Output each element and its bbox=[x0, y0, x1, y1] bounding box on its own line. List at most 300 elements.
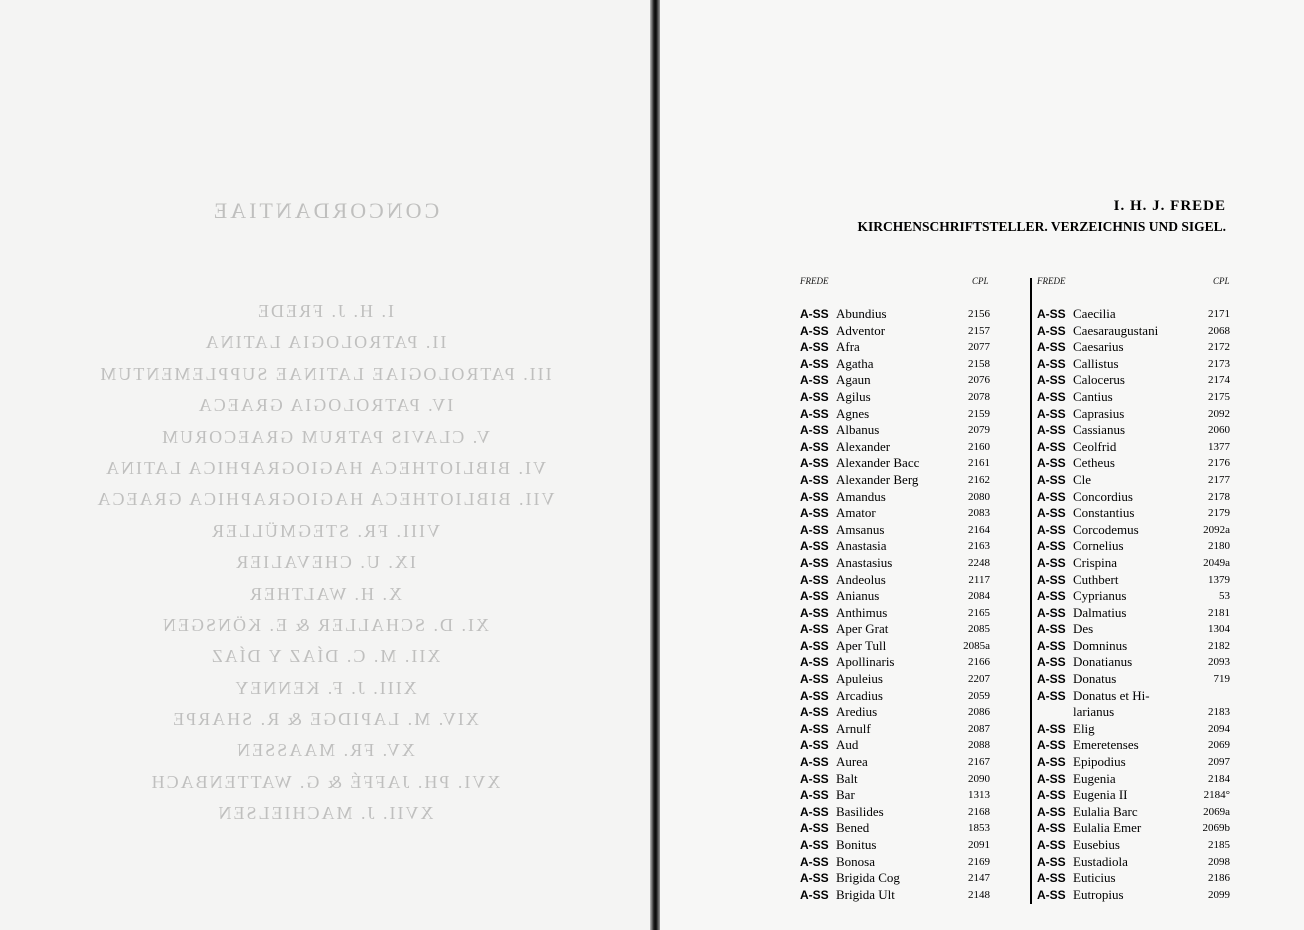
entry-siglum: A-SS bbox=[1037, 738, 1066, 753]
entry-name: Domninus bbox=[1073, 637, 1128, 653]
entry-siglum: A-SS bbox=[800, 539, 829, 554]
concordance-item: IV. PATROLOGIA GRAECA bbox=[196, 395, 454, 416]
entry-name: Euticius bbox=[1073, 870, 1116, 886]
entry-name: Epipodius bbox=[1073, 754, 1126, 770]
entry-cpl-number: 2165 bbox=[968, 606, 990, 619]
entry-row bbox=[1037, 605, 1230, 622]
book-spine bbox=[650, 0, 660, 930]
entry-cpl-number: 1853 bbox=[968, 822, 990, 835]
entry-cpl-number: 53 bbox=[1219, 590, 1230, 603]
concordance-item: XIV. M. LAPIDGE & R. SHARPE bbox=[171, 709, 479, 730]
entry-siglum: A-SS bbox=[1037, 887, 1066, 902]
entry-row bbox=[800, 372, 990, 389]
entry-name: Alexander bbox=[836, 438, 891, 454]
entry-name: Adventor bbox=[836, 322, 886, 338]
entry-siglum: A-SS bbox=[800, 655, 829, 670]
entry-row bbox=[1037, 505, 1230, 522]
entry-row bbox=[1037, 588, 1230, 605]
entry-name: Afra bbox=[836, 339, 860, 355]
concordance-item: XII. M. C. DÍAZ Y DÍAZ bbox=[209, 646, 441, 667]
entry-name: Cassianus bbox=[1073, 422, 1125, 438]
entry-siglum: A-SS bbox=[1037, 638, 1066, 653]
entry-name: Eugenia II bbox=[1073, 787, 1128, 803]
entry-row bbox=[800, 489, 990, 506]
entry-name: Concordius bbox=[1073, 488, 1133, 504]
col-b-header-cpl: CPL bbox=[1213, 276, 1230, 286]
entry-row bbox=[1037, 439, 1230, 456]
entry-cpl-number: 2166 bbox=[968, 656, 990, 669]
entry-cpl-number: 1377 bbox=[1208, 440, 1230, 453]
entry-cpl-number: 2085a bbox=[963, 639, 990, 652]
heading-title: I. H. J. FREDE bbox=[1113, 198, 1226, 214]
entry-cpl-number: 2207 bbox=[968, 673, 990, 686]
entry-siglum: A-SS bbox=[1037, 307, 1066, 321]
entry-cpl-number: 2176 bbox=[1208, 457, 1230, 470]
entry-name: Anianus bbox=[836, 588, 880, 604]
bleed-through-text bbox=[0, 0, 650, 930]
entry-siglum: A-SS bbox=[1037, 755, 1066, 770]
entry-siglum: A-SS bbox=[1037, 323, 1066, 338]
entry-row bbox=[800, 339, 990, 356]
entry-cpl-number: 2090 bbox=[968, 772, 990, 785]
entry-siglum: A-SS bbox=[1037, 589, 1066, 604]
entry-cpl-number: 2163 bbox=[968, 540, 990, 553]
entry-row bbox=[800, 306, 990, 323]
entries-column-a bbox=[800, 306, 990, 903]
entry-siglum: A-SS bbox=[1037, 871, 1066, 886]
entry-name: Calocerus bbox=[1073, 372, 1125, 388]
column-divider bbox=[1030, 278, 1032, 904]
entry-name: Amator bbox=[836, 505, 876, 521]
entry-name: Albanus bbox=[836, 422, 880, 438]
entry-siglum: A-SS bbox=[800, 489, 829, 504]
entry-row bbox=[1037, 538, 1230, 555]
entry-cpl-number: 1379 bbox=[1208, 573, 1230, 586]
entry-name: Ceolfrid bbox=[1073, 438, 1117, 454]
entry-name: Aud bbox=[836, 737, 859, 753]
entry-siglum: A-SS bbox=[800, 307, 829, 321]
entry-row bbox=[800, 854, 990, 871]
entry-siglum: A-SS bbox=[800, 439, 829, 454]
entry-siglum: A-SS bbox=[1037, 688, 1066, 703]
entry-cpl-number: 2092a bbox=[1203, 523, 1230, 536]
col-b-header-frede: FREDE bbox=[1037, 276, 1066, 286]
entry-name: Constantius bbox=[1073, 505, 1135, 521]
entry-cpl-number: 2098 bbox=[1208, 855, 1230, 868]
entry-cpl-number: 2069a bbox=[1203, 805, 1230, 818]
entry-row bbox=[800, 472, 990, 489]
entry-siglum: A-SS bbox=[800, 555, 829, 570]
entry-name: Balt bbox=[836, 770, 858, 786]
entry-name: Anastasius bbox=[836, 554, 893, 570]
entry-name: Agilus bbox=[836, 388, 871, 404]
entry-row bbox=[800, 406, 990, 423]
entry-cpl-number: 2097 bbox=[1208, 756, 1230, 769]
entry-cpl-number: 2168 bbox=[968, 805, 990, 818]
entry-cpl-number: 2180 bbox=[1208, 540, 1230, 553]
entry-row bbox=[1037, 572, 1230, 589]
entry-cpl-number: 2182 bbox=[1208, 639, 1230, 652]
entry-name: Agaun bbox=[836, 372, 871, 388]
entry-row bbox=[800, 638, 990, 655]
entry-name: Caesarius bbox=[1073, 339, 1124, 355]
entry-siglum: A-SS bbox=[800, 356, 829, 371]
entry-siglum: A-SS bbox=[800, 771, 829, 786]
entry-name: Andeolus bbox=[836, 571, 886, 587]
entry-name: Emeretenses bbox=[1073, 737, 1139, 753]
entry-row bbox=[1037, 356, 1230, 373]
entry-siglum: A-SS bbox=[1037, 539, 1066, 554]
entry-cpl-number: 2087 bbox=[968, 722, 990, 735]
entry-siglum: A-SS bbox=[800, 755, 829, 770]
entry-cpl-number: 2049a bbox=[1203, 556, 1230, 569]
entry-row bbox=[800, 605, 990, 622]
entry-row bbox=[800, 422, 990, 439]
concordance-item: VIII. FR. STEGMÜLLER bbox=[210, 520, 440, 541]
concordance-item: XVII. J. MACHIELSEN bbox=[216, 803, 434, 824]
col-a-header-frede: FREDE bbox=[800, 276, 829, 286]
entry-name: Arnulf bbox=[836, 720, 871, 736]
entry-row bbox=[800, 721, 990, 738]
entry-name: Aper Tull bbox=[836, 637, 887, 653]
entry-row bbox=[1037, 754, 1230, 771]
entry-name: Cetheus bbox=[1073, 455, 1115, 471]
entry-siglum: A-SS bbox=[1037, 406, 1066, 421]
entry-row bbox=[1037, 555, 1230, 572]
entry-cpl-number: 2181 bbox=[1208, 606, 1230, 619]
concordance-item: VI. BIBLIOTHECA HAGIOGRAPHICA LATINA bbox=[104, 457, 546, 478]
entry-name: Cuthbert bbox=[1073, 571, 1119, 587]
entry-siglum: A-SS bbox=[1037, 854, 1066, 869]
entry-row bbox=[1037, 854, 1230, 871]
col-a-header-cpl: CPL bbox=[972, 276, 989, 286]
entry-siglum: A-SS bbox=[800, 854, 829, 869]
entry-name: Basilides bbox=[836, 803, 884, 819]
entry-cpl-number: 2156 bbox=[968, 308, 990, 320]
entry-siglum: A-SS bbox=[1037, 423, 1066, 438]
entry-row bbox=[1037, 638, 1230, 655]
entry-name: Apuleius bbox=[836, 671, 883, 687]
entry-row bbox=[1037, 671, 1230, 688]
entry-name: Cyprianus bbox=[1073, 588, 1127, 604]
concordance-item: III. PATROLOGIAE LATINAE SUPPLEMENTUM bbox=[98, 363, 552, 384]
entry-siglum: A-SS bbox=[800, 738, 829, 753]
entry-row bbox=[800, 439, 990, 456]
entry-siglum: A-SS bbox=[800, 406, 829, 421]
entries-column-b bbox=[1037, 306, 1230, 903]
entry-cpl-number: 2069 bbox=[1208, 739, 1230, 752]
entry-name: Bar bbox=[836, 787, 855, 803]
entry-name: Alexander Berg bbox=[836, 471, 919, 487]
entry-siglum: A-SS bbox=[800, 721, 829, 736]
entry-name: Eutropius bbox=[1073, 886, 1124, 902]
entry-cpl-number: 2160 bbox=[968, 440, 990, 453]
entry-cpl-number: 2092 bbox=[1208, 407, 1230, 420]
entry-row bbox=[800, 671, 990, 688]
entry-cpl-number: 2148 bbox=[968, 888, 990, 901]
entry-cpl-number: 2172 bbox=[1208, 341, 1230, 354]
entry-siglum: A-SS bbox=[800, 522, 829, 537]
entry-cpl-number: 2185 bbox=[1208, 839, 1230, 851]
entry-name: Bened bbox=[836, 820, 870, 836]
concordance-item: I. H. J. FREDE bbox=[256, 301, 395, 321]
entry-row bbox=[800, 389, 990, 406]
entry-cpl-number: 2079 bbox=[968, 424, 990, 437]
entry-siglum: A-SS bbox=[1037, 771, 1066, 786]
entry-cpl-number: 2184 bbox=[1208, 772, 1230, 785]
entry-cpl-number: 2069b bbox=[1202, 822, 1230, 835]
entry-name: Eulalia Barc bbox=[1073, 803, 1138, 819]
entry-name: larianus bbox=[1073, 704, 1115, 720]
entry-row bbox=[1037, 870, 1230, 887]
entry-siglum: A-SS bbox=[1037, 356, 1066, 371]
entry-name: Anthimus bbox=[836, 604, 888, 620]
entry-row bbox=[1037, 704, 1230, 721]
entry-siglum: A-SS bbox=[800, 589, 829, 604]
concordance-item: XV. FR. MAASSEN bbox=[235, 740, 415, 761]
concordance-item: V. CLAVIS PATRUM GRAECORUM bbox=[160, 426, 490, 447]
entry-siglum: A-SS bbox=[800, 340, 829, 355]
entry-row bbox=[800, 704, 990, 721]
entry-cpl-number: 2184° bbox=[1203, 789, 1230, 802]
entry-row bbox=[800, 555, 990, 572]
entry-name: Cornelius bbox=[1073, 538, 1124, 554]
entry-cpl-number: 2177 bbox=[1208, 473, 1230, 486]
concordance-item: VII. BIBLIOTHECA HAGIOGRAPHICA GRAECA bbox=[95, 489, 555, 510]
entry-cpl-number: 2167 bbox=[968, 756, 990, 769]
entry-row bbox=[800, 654, 990, 671]
entry-name: Brigida Cog bbox=[836, 870, 900, 886]
heading-subtitle: KIRCHENSCHRIFTSTELLER. VERZEICHNIS UND SIGEL. bbox=[857, 219, 1226, 234]
entry-name: Apollinaris bbox=[836, 654, 895, 670]
entry-siglum: A-SS bbox=[1037, 522, 1066, 537]
entry-siglum: A-SS bbox=[800, 506, 829, 521]
entry-name: Brigida Ult bbox=[836, 886, 895, 902]
entry-cpl-number: 2060 bbox=[1208, 424, 1230, 437]
entry-row bbox=[1037, 422, 1230, 439]
entry-cpl-number: 2175 bbox=[1208, 390, 1230, 403]
entry-cpl-number: 2091 bbox=[968, 839, 990, 851]
entry-name: Arcadius bbox=[836, 687, 883, 703]
entry-siglum: A-SS bbox=[800, 622, 829, 637]
entry-row bbox=[800, 820, 990, 837]
entry-siglum: A-SS bbox=[1037, 721, 1066, 736]
entry-siglum: A-SS bbox=[800, 389, 829, 404]
entry-cpl-number: 2162 bbox=[968, 473, 990, 486]
entry-name: Bonitus bbox=[836, 837, 877, 852]
concordance-item: X. H. WALTHER bbox=[248, 583, 403, 604]
section-heading bbox=[836, 198, 1226, 235]
entry-name: Bonosa bbox=[836, 853, 875, 869]
entry-siglum: A-SS bbox=[800, 572, 829, 587]
entry-row bbox=[800, 837, 990, 854]
entry-cpl-number: 2178 bbox=[1208, 490, 1230, 503]
entry-row bbox=[800, 621, 990, 638]
entry-row bbox=[800, 538, 990, 555]
entry-row bbox=[1037, 489, 1230, 506]
entry-cpl-number: 2068 bbox=[1208, 324, 1230, 337]
entry-row bbox=[1037, 621, 1230, 638]
entry-name: Des bbox=[1073, 621, 1094, 637]
entry-row bbox=[1037, 389, 1230, 406]
entry-cpl-number: 2171 bbox=[1208, 308, 1230, 320]
entry-name: Anastasia bbox=[836, 538, 887, 554]
entry-cpl-number: 2059 bbox=[968, 689, 990, 702]
entry-row bbox=[1037, 372, 1230, 389]
entry-name: Abundius bbox=[836, 306, 887, 321]
entry-row bbox=[800, 455, 990, 472]
entry-siglum: A-SS bbox=[1037, 439, 1066, 454]
entry-cpl-number: 2117 bbox=[968, 573, 990, 586]
entry-row bbox=[800, 787, 990, 804]
entry-name: Aper Grat bbox=[836, 621, 889, 637]
entry-cpl-number: 1313 bbox=[968, 789, 990, 802]
entry-row bbox=[800, 771, 990, 788]
entry-siglum: A-SS bbox=[800, 821, 829, 836]
entry-row bbox=[1037, 654, 1230, 671]
entry-row bbox=[800, 323, 990, 340]
entry-siglum: A-SS bbox=[800, 638, 829, 653]
entry-cpl-number: 2094 bbox=[1208, 722, 1230, 735]
entry-cpl-number: 2080 bbox=[968, 490, 990, 503]
entry-row bbox=[1037, 323, 1230, 340]
entry-siglum: A-SS bbox=[1037, 389, 1066, 404]
entry-row bbox=[800, 737, 990, 754]
entry-siglum: A-SS bbox=[800, 323, 829, 338]
entry-row bbox=[800, 588, 990, 605]
entry-siglum: A-SS bbox=[800, 688, 829, 703]
entry-name: Donatus et Hi- bbox=[1073, 687, 1150, 703]
entry-cpl-number: 2086 bbox=[968, 706, 990, 719]
concordance-list bbox=[0, 296, 650, 830]
entry-name: Dalmatius bbox=[1073, 604, 1127, 620]
entry-name: Eugenia bbox=[1073, 770, 1116, 786]
entry-row bbox=[800, 356, 990, 373]
entry-siglum: A-SS bbox=[1037, 489, 1066, 504]
entry-cpl-number: 1304 bbox=[1208, 623, 1230, 636]
entry-siglum: A-SS bbox=[800, 887, 829, 902]
entry-siglum: A-SS bbox=[800, 672, 829, 687]
entry-name: Donatianus bbox=[1073, 654, 1133, 670]
entry-row bbox=[1037, 771, 1230, 788]
entry-name: Eulalia Emer bbox=[1073, 820, 1142, 836]
entry-cpl-number: 2248 bbox=[968, 556, 990, 569]
entry-row bbox=[800, 572, 990, 589]
entry-name: Cantius bbox=[1073, 388, 1113, 404]
entry-name: Eusebius bbox=[1073, 837, 1120, 852]
entry-name: Crispina bbox=[1073, 554, 1118, 570]
entry-row bbox=[1037, 787, 1230, 804]
entry-cpl-number: 2093 bbox=[1208, 656, 1230, 669]
entry-cpl-number: 2076 bbox=[968, 374, 990, 387]
concordance-item: XI. D. SCHALLER & E. KÖNSGEN bbox=[161, 614, 489, 635]
entry-row bbox=[800, 688, 990, 705]
entry-siglum: A-SS bbox=[800, 605, 829, 620]
entry-siglum: A-SS bbox=[1037, 672, 1066, 687]
entry-name: Amandus bbox=[836, 488, 886, 504]
entry-cpl-number: 2183 bbox=[1208, 706, 1230, 719]
entry-cpl-number: 719 bbox=[1213, 673, 1230, 686]
concordantiae-title: CONCORDANTIAE bbox=[210, 198, 440, 223]
entry-siglum: A-SS bbox=[800, 423, 829, 438]
entry-row bbox=[1037, 737, 1230, 754]
entry-siglum: A-SS bbox=[1037, 456, 1066, 471]
entry-name: Amsanus bbox=[836, 521, 885, 537]
entry-siglum: A-SS bbox=[1037, 622, 1066, 637]
entry-name: Eustadiola bbox=[1073, 853, 1128, 869]
entry-siglum: A-SS bbox=[1037, 655, 1066, 670]
entry-cpl-number: 2157 bbox=[968, 324, 990, 337]
entry-cpl-number: 2158 bbox=[968, 357, 990, 370]
entry-row bbox=[800, 505, 990, 522]
entry-cpl-number: 2078 bbox=[968, 390, 990, 403]
entry-row bbox=[1037, 688, 1230, 705]
entry-siglum: A-SS bbox=[1037, 804, 1066, 819]
entry-cpl-number: 2083 bbox=[968, 507, 990, 520]
concordance-item: XVI. PH. JAFFÉ & G. WATTENBACH bbox=[149, 771, 501, 792]
entry-siglum: A-SS bbox=[800, 804, 829, 819]
entry-row bbox=[1037, 820, 1230, 837]
entry-name: Elig bbox=[1073, 720, 1095, 736]
entry-cpl-number: 2099 bbox=[1208, 888, 1230, 901]
entry-name: Cle bbox=[1073, 471, 1092, 487]
entry-siglum: A-SS bbox=[1037, 555, 1066, 570]
entry-row bbox=[800, 804, 990, 821]
entry-siglum: A-SS bbox=[800, 472, 829, 487]
concordance-item: II. PATROLOGIA LATINA bbox=[203, 332, 447, 353]
entry-row bbox=[800, 887, 990, 904]
entry-siglum: A-SS bbox=[1037, 788, 1066, 803]
entry-row bbox=[1037, 472, 1230, 489]
entry-name: Caprasius bbox=[1073, 405, 1125, 421]
entry-name: Aredius bbox=[836, 704, 878, 720]
entry-row bbox=[1037, 339, 1230, 356]
concordance-item: IX. U. CHEVALIER bbox=[234, 552, 416, 573]
entry-siglum: A-SS bbox=[1037, 605, 1066, 620]
entry-row bbox=[1037, 306, 1230, 323]
entry-cpl-number: 2085 bbox=[968, 623, 990, 636]
entry-name: Callistus bbox=[1073, 355, 1119, 371]
entry-cpl-number: 2174 bbox=[1208, 374, 1230, 387]
entry-siglum: A-SS bbox=[800, 705, 829, 720]
entry-row bbox=[1037, 455, 1230, 472]
entry-name: Aurea bbox=[836, 754, 868, 770]
entry-name: Caesaraugustani bbox=[1073, 322, 1159, 338]
entry-cpl-number: 2159 bbox=[968, 407, 990, 420]
entry-cpl-number: 2084 bbox=[968, 590, 990, 603]
concordance-item: XIII. J. F. KENNEY bbox=[233, 677, 417, 698]
entry-row bbox=[1037, 837, 1230, 854]
entry-siglum: A-SS bbox=[1037, 838, 1066, 852]
entry-name: Caecilia bbox=[1073, 306, 1116, 321]
entry-siglum: A-SS bbox=[1037, 340, 1066, 355]
entry-siglum: A-SS bbox=[800, 788, 829, 803]
entry-row bbox=[800, 754, 990, 771]
entry-name: Corcodemus bbox=[1073, 521, 1139, 537]
entry-name: Agnes bbox=[836, 405, 870, 421]
entry-name: Agatha bbox=[836, 355, 874, 371]
entry-name: Alexander Bacc bbox=[836, 455, 920, 471]
entry-siglum: A-SS bbox=[1037, 821, 1066, 836]
entry-row bbox=[1037, 406, 1230, 423]
entry-row bbox=[1037, 721, 1230, 738]
entry-cpl-number: 2179 bbox=[1208, 507, 1230, 520]
entry-name: Donatus bbox=[1073, 671, 1117, 687]
entry-cpl-number: 2169 bbox=[968, 855, 990, 868]
entry-cpl-number: 2077 bbox=[968, 341, 990, 354]
entry-row bbox=[1037, 522, 1230, 539]
entry-siglum: A-SS bbox=[1037, 572, 1066, 587]
